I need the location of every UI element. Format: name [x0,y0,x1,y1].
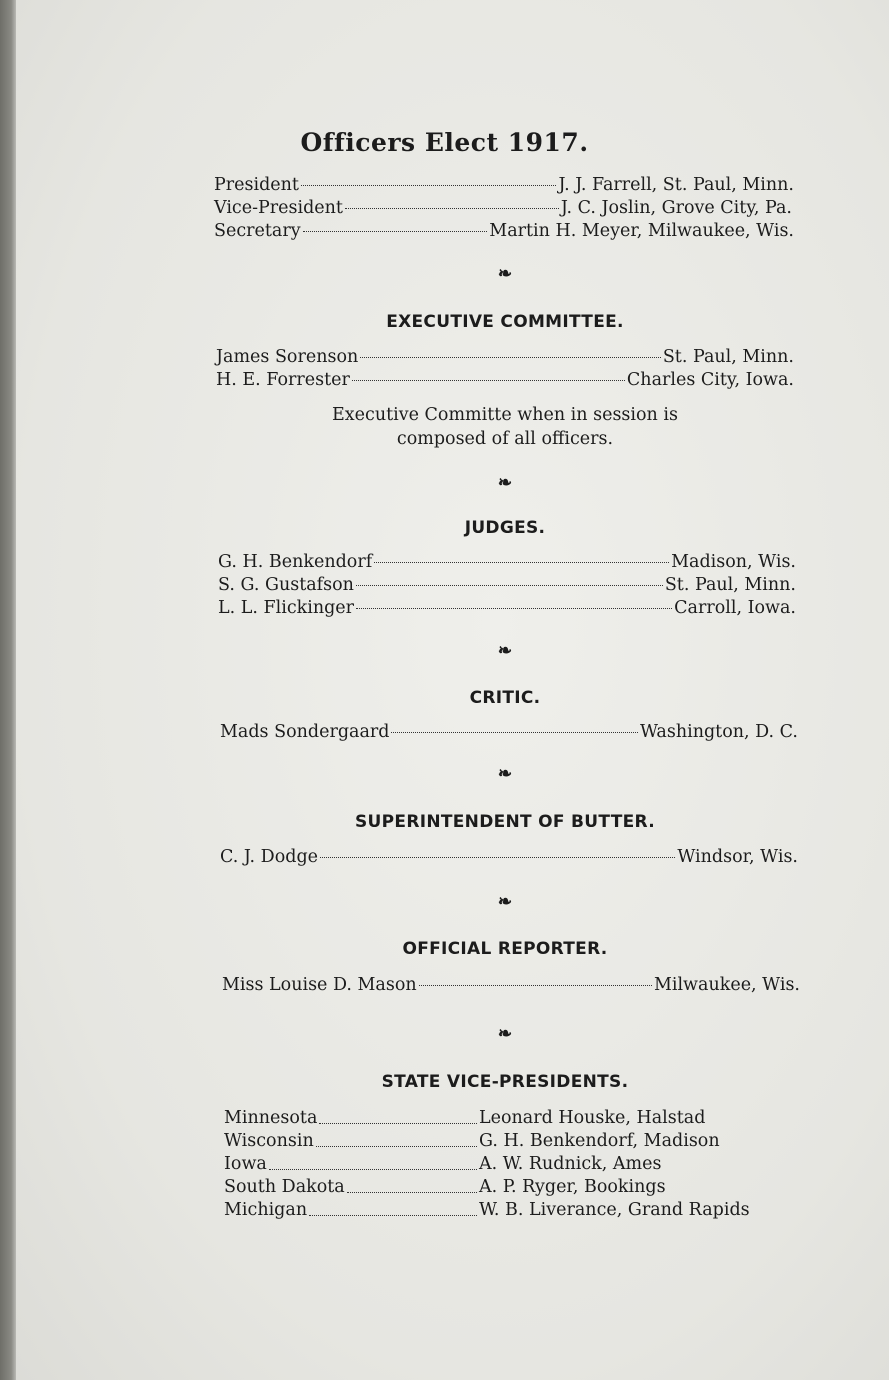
state-name: Michigan [224,1200,308,1220]
dot-leader [374,562,669,563]
state-cell [224,1154,479,1174]
officer-row-secretary [214,221,794,244]
executive-row [216,347,794,370]
heading-judges: JUDGES. [464,518,546,538]
executive-note-line-2: composed of all officers. [396,429,614,449]
officer-row-president [214,175,794,198]
reporter-place: Milwaukee, Wis. [653,975,800,995]
dot-leader [319,1104,477,1124]
officer-value: J. C. Joslin, Grove City, Pa. [560,198,792,218]
state-vp-row [224,1177,764,1200]
judge-place: Madison, Wis. [671,552,796,572]
judge-name: G. H. Benkendorf [218,552,373,572]
heading-official-reporter: OFFICIAL REPORTER. [402,939,608,959]
state-vp-person: A. P. Ryger, Bookings [479,1177,666,1197]
judge-row [218,598,796,621]
ornament-leaf-icon: ❧ [497,1024,513,1044]
critic-name: Mads Sondergaard [220,722,390,742]
dot-leader [360,357,661,358]
state-vp-person: G. H. Benkendorf, Madison [479,1131,720,1151]
dot-leader [303,231,488,232]
state-name: South Dakota [224,1177,345,1197]
judge-place: St. Paul, Minn. [664,575,796,595]
dot-leader [356,608,672,609]
heading-superintendent-of-butter: SUPERINTENDENT OF BUTTER. [355,812,655,832]
officer-row-vice-president [214,198,792,221]
reporter-row [222,975,800,998]
state-cell [224,1108,479,1128]
ornament-leaf-icon: ❧ [497,473,513,493]
officer-role: Vice-President [214,198,343,218]
state-vp-person: Leonard Houske, Halstad [479,1108,706,1128]
dot-leader [356,585,663,586]
officer-value: Martin H. Meyer, Milwaukee, Wis. [489,221,794,241]
member-name: James Sorenson [216,347,359,367]
state-cell [224,1177,479,1197]
executive-note-line-1: Executive Committe when in session is [332,405,678,425]
state-vp-row [224,1154,764,1177]
state-name: Minnesota [224,1108,318,1128]
judge-name: S. G. Gustafson [218,575,354,595]
judge-place: Carroll, Iowa. [674,598,796,618]
dot-leader [419,985,652,986]
officer-value: J. J. Farrell, St. Paul, Minn. [558,175,794,195]
judge-name: L. L. Flickinger [218,598,355,618]
critic-place: Washington, D. C. [639,722,798,742]
ornament-leaf-icon: ❧ [497,264,513,284]
state-cell [224,1200,479,1220]
heading-executive-committee: EXECUTIVE COMMITTEE. [386,312,624,332]
judge-row [218,575,796,598]
superintendent-row [220,847,798,870]
officer-role: Secretary [214,221,301,241]
state-vp-person: A. W. Rudnick, Ames [479,1154,662,1174]
dot-leader [345,208,559,209]
state-vp-person: W. B. Liverance, Grand Rapids [479,1200,750,1220]
state-name: Iowa [224,1154,267,1174]
officer-role: President [214,175,299,195]
dot-leader [301,185,557,186]
critic-row [220,722,798,745]
judge-row [218,552,796,575]
page-title: Officers Elect 1917. [300,128,589,157]
state-name: Wisconsin [224,1131,314,1151]
state-vp-row [224,1108,764,1131]
state-cell [224,1131,479,1151]
dot-leader [309,1196,477,1216]
member-place: St. Paul, Minn. [662,347,794,367]
executive-row [216,370,794,393]
heading-state-vice-presidents: STATE VICE-PRESIDENTS. [381,1072,629,1092]
heading-critic: CRITIC. [469,688,541,708]
reporter-name: Miss Louise D. Mason [222,975,417,995]
superintendent-place: Windsor, Wis. [677,847,798,867]
superintendent-name: C. J. Dodge [220,847,319,867]
dot-leader [352,380,625,381]
member-name: H. E. Forrester [216,370,350,390]
ornament-leaf-icon: ❧ [497,641,513,661]
dot-leader [391,732,637,733]
dot-leader [347,1173,477,1193]
dot-leader [269,1150,477,1170]
member-place: Charles City, Iowa. [626,370,794,390]
ornament-leaf-icon: ❧ [497,764,513,784]
ornament-leaf-icon: ❧ [497,892,513,912]
state-vp-row [224,1200,804,1223]
dot-leader [320,857,675,858]
dot-leader [316,1127,477,1147]
